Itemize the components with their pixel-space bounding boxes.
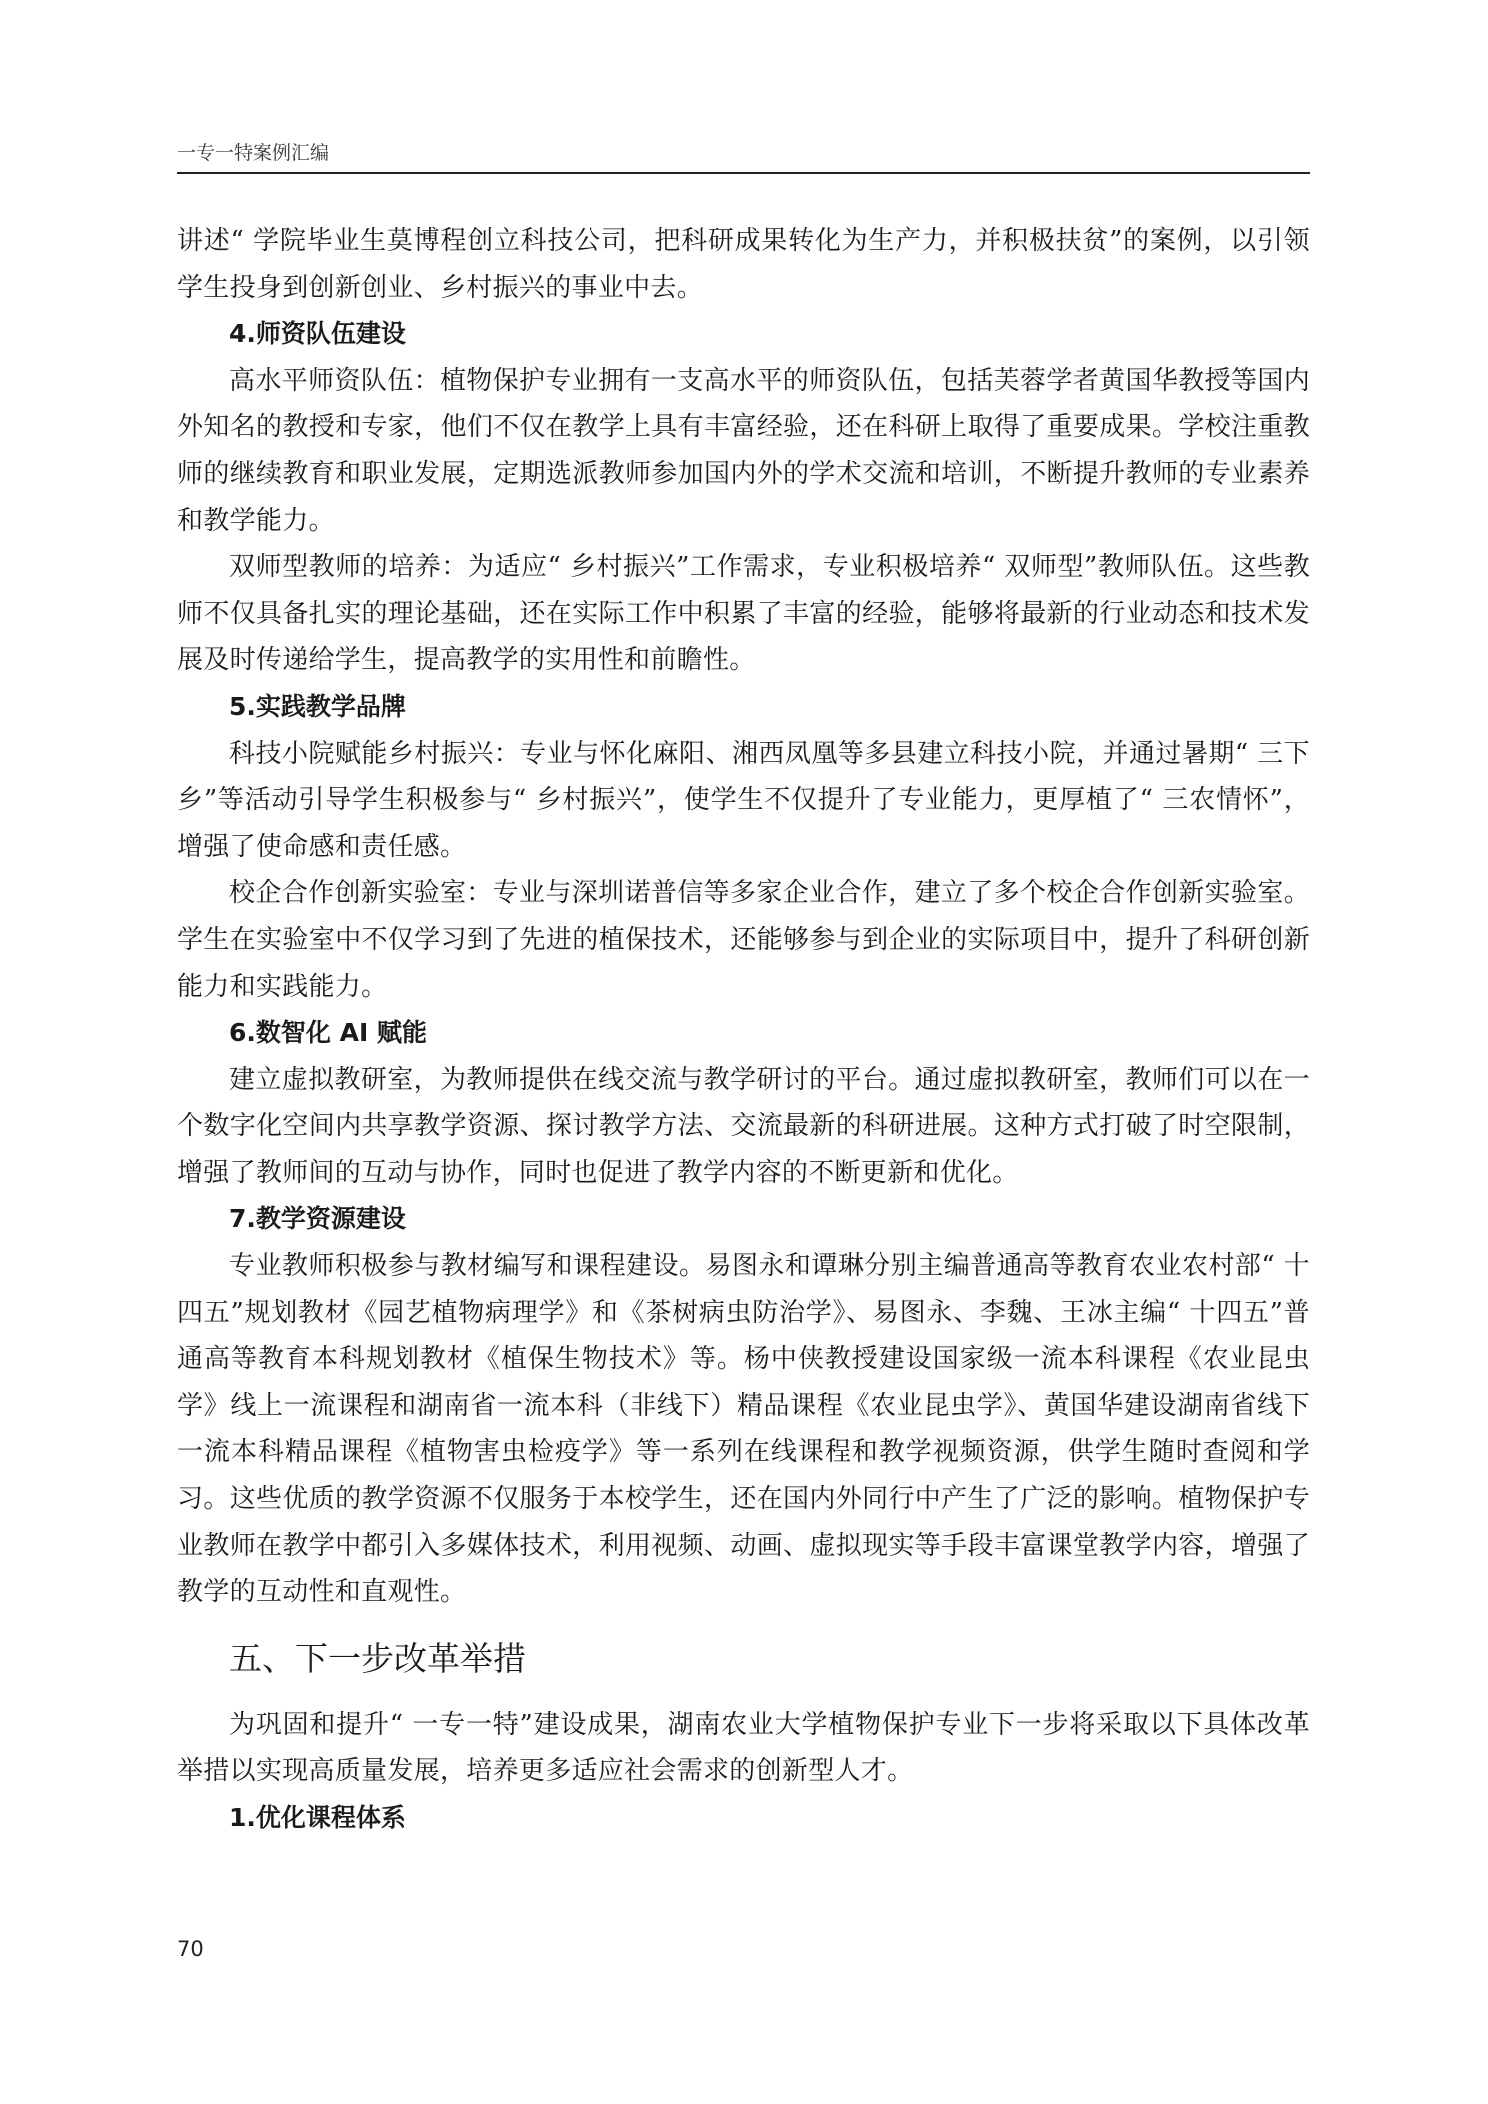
section-heading-digital-ai: 6.数智化 AI 赋能 xyxy=(229,1018,427,1048)
paragraph-dual-qualified-teachers: 双师型教师的培养：为适应“ 乡村振兴”工作需求，专业积极培养“ 双师型”教师队伍。这些教师不仅具备扎实的理论基础，还在实际工作中积累了丰富的经验，能够将最新的行业动态和技术发展及时传递给学生，提高教学的实用性和前瞻性。 xyxy=(177,552,1310,676)
paragraph-continued: 讲述“ 学院毕业生莫博程创立科技公司，把科研成果转化为生产力，并积极扶贫”的案例，以引领学生投身到创新创业、乡村振兴的事业中去。 xyxy=(177,226,1310,303)
section-heading-teaching-resources: 7.教学资源建设 xyxy=(229,1204,406,1234)
section-heading-optimize-curriculum: 1.优化课程体系 xyxy=(229,1803,406,1832)
paragraph-teaching-resources: 专业教师积极参与教材编写和课程建设。易图永和谭琳分别主编普通高等教育农业农村部“ 十四五”规划教材《园艺植物病理学》和《茶树病虫防治学》、易图永、李魏、王冰主编“ 十四五”普通高等教育本科规划教材《植保生物技术》等。杨中侠教授建设国家级一流本科课程《农业昆虫学》线上一流课程和湖南省一流本科（非线下）精品课程《农业昆虫学》、黄国华建设湖南省线下一流本科精品课程《植物害虫检疫学》等一系列在线课程和教学视频资源，供学生随时查阅和学习。这些优质的教学资源不仅服务于本校学生，还在国内外同行中产生了广泛的影响。植物保护专业教师在教学中都引入多媒体技术，利用视频、动画、虚拟现实等手段丰富课堂教学内容，增强了教学的互动性和直观性。 xyxy=(177,1251,1310,1608)
page-body xyxy=(177,218,1310,1842)
paragraph-science-courtyard: 科技小院赋能乡村振兴：专业与怀化麻阳、湘西凤凰等多县建立科技小院，并通过暑期“ 三下乡”等活动引导学生积极参与“ 乡村振兴”，使学生不仅提升了专业能力，更厚植了“ 三农情怀”，增强了使命感和责任感。 xyxy=(177,738,1310,862)
section-heading-practice-brand: 5.实践教学品牌 xyxy=(229,691,406,721)
section-heading-faculty: 4.师资队伍建设 xyxy=(229,319,406,349)
paragraph-high-level-faculty: 高水平师资队伍：植物保护专业拥有一支高水平的师资队伍，包括芙蓉学者黄国华教授等国内外知名的教授和专家，他们不仅在教学上具有丰富经验，还在科研上取得了重要成果。学校注重教师的继续教育和职业发展，定期选派教师参加国内外的学术交流和培训，不断提升教师的专业素养和教学能力。 xyxy=(177,365,1310,536)
chapter-heading-next-steps: 五、下一步改革举措 xyxy=(229,1638,526,1678)
paragraph-innovation-lab: 校企合作创新实验室：专业与深圳诺普信等多家企业合作，建立了多个校企合作创新实验室。学生在实验室中不仅学习到了先进的植保技术，还能够参与到企业的实际项目中，提升了科研创新能力和实践能力。 xyxy=(177,878,1310,1002)
running-header: 一专一特案例汇编 xyxy=(177,140,1310,174)
paragraph-virtual-research-room: 建立虚拟教研室，为教师提供在线交流与教学研讨的平台。通过虚拟教研室，教师们可以在一个数字化空间内共享教学资源、探讨教学方法、交流最新的科研进展。这种方式打破了时空限制，增强了教师间的互动与协作，同时也促进了教学内容的不断更新和优化。 xyxy=(177,1064,1310,1188)
page-number: 70 xyxy=(177,1937,204,1961)
paragraph-next-steps: 为巩固和提升“ 一专一特”建设成果，湖南农业大学植物保护专业下一步将采取以下具体改革举措以实现高质量发展，培养更多适应社会需求的创新型人才。 xyxy=(177,1709,1310,1787)
